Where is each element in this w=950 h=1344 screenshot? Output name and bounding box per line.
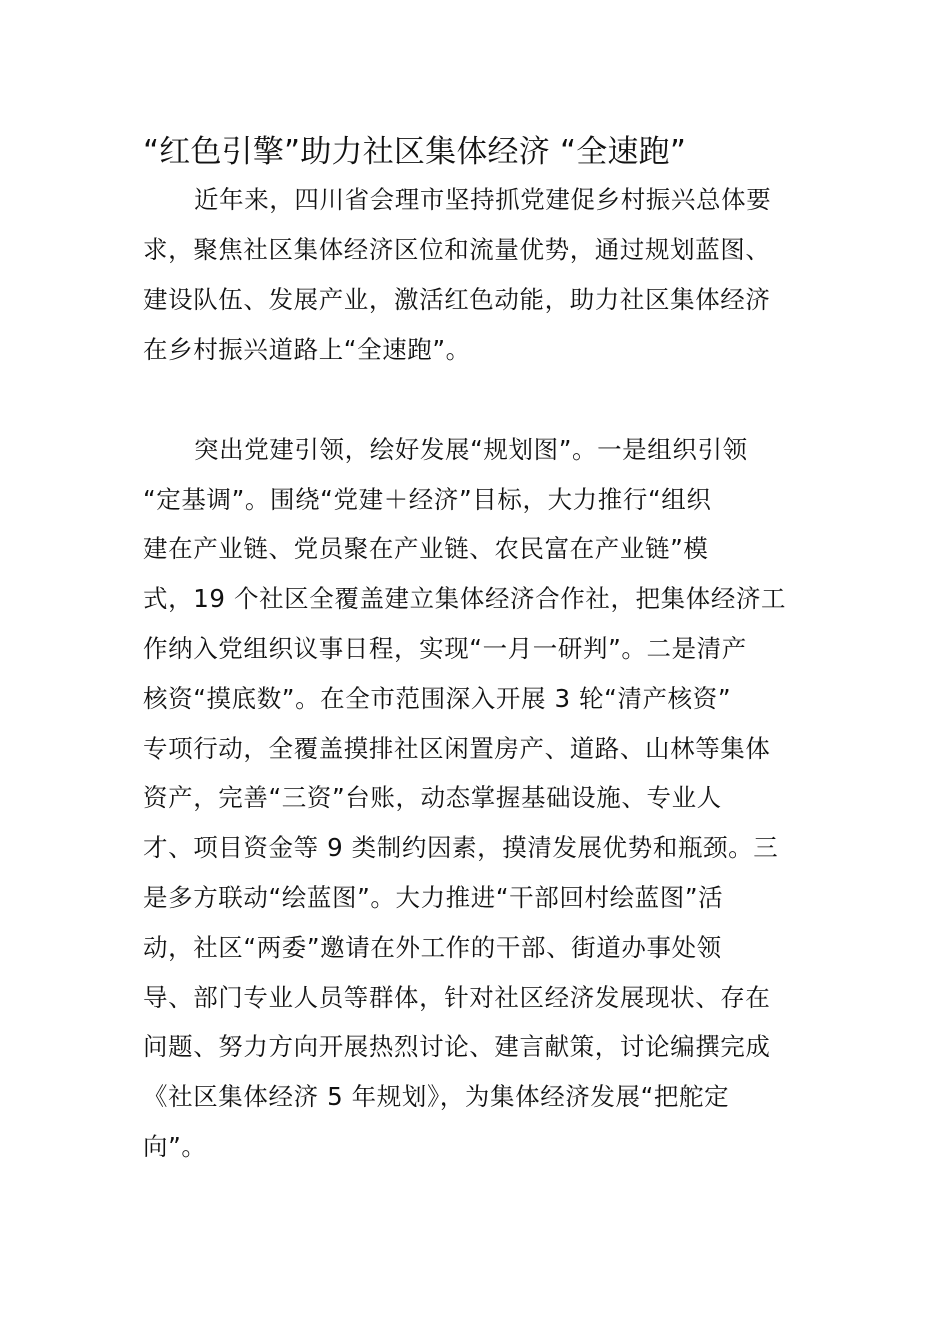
- section1-line-10: 是多方联动“绘蓝图”。大力推进“干部回村绘蓝图”活: [143, 883, 724, 912]
- intro-line-1: 近年来，四川省会理市坚持抓党建促乡村振兴总体要: [194, 185, 772, 214]
- document-title: “红色引擎”助力社区集体经济 “全速跑”: [143, 134, 687, 170]
- section1-line-6: 核资“摸底数”。在全市范围深入开展 3 轮“清产核资”: [143, 684, 732, 713]
- section1-line-9: 才、项目资金等 9 类制约因素，摸清发展优势和瓶颈。三: [143, 833, 779, 862]
- section1-line-4: 式，19 个社区全覆盖建立集体经济合作社，把集体经济工: [143, 584, 787, 613]
- section1-line-1: 突出党建引领，绘好发展“规划图”。一是组织引领: [194, 435, 748, 464]
- section1-line-13: 问题、努力方向开展热烈讨论、建言献策，讨论编撰完成: [143, 1032, 771, 1061]
- section1-line-7: 专项行动，全覆盖摸排社区闲置房产、道路、山林等集体: [143, 734, 771, 763]
- intro-line-4: 在乡村振兴道路上“全速跑”。: [143, 335, 471, 364]
- section1-line-14: 《社区集体经济 5 年规划》，为集体经济发展“把舵定: [143, 1082, 730, 1111]
- section1-line-12: 导、部门专业人员等群体，针对社区经济发展现状、存在: [143, 983, 771, 1012]
- section1-line-15: 向”。: [143, 1132, 207, 1161]
- intro-line-3: 建设队伍、发展产业，激活红色动能，助力社区集体经济: [143, 285, 771, 314]
- intro-line-2: 求，聚焦社区集体经济区位和流量优势，通过规划蓝图、: [143, 235, 771, 264]
- section1-line-5: 作纳入党组织议事日程，实现“一月一研判”。二是清产: [143, 634, 747, 663]
- section1-line-2: “定基调”。围绕“党建＋经济”目标，大力推行“组织: [143, 485, 712, 514]
- section1-line-11: 动，社区“两委”邀请在外工作的干部、街道办事处领: [143, 933, 722, 962]
- section1-line-3: 建在产业链、党员聚在产业链、农民富在产业链”模: [143, 534, 709, 563]
- section1-line-8: 资产，完善“三资”台账，动态掌握基础设施、专业人: [143, 783, 722, 812]
